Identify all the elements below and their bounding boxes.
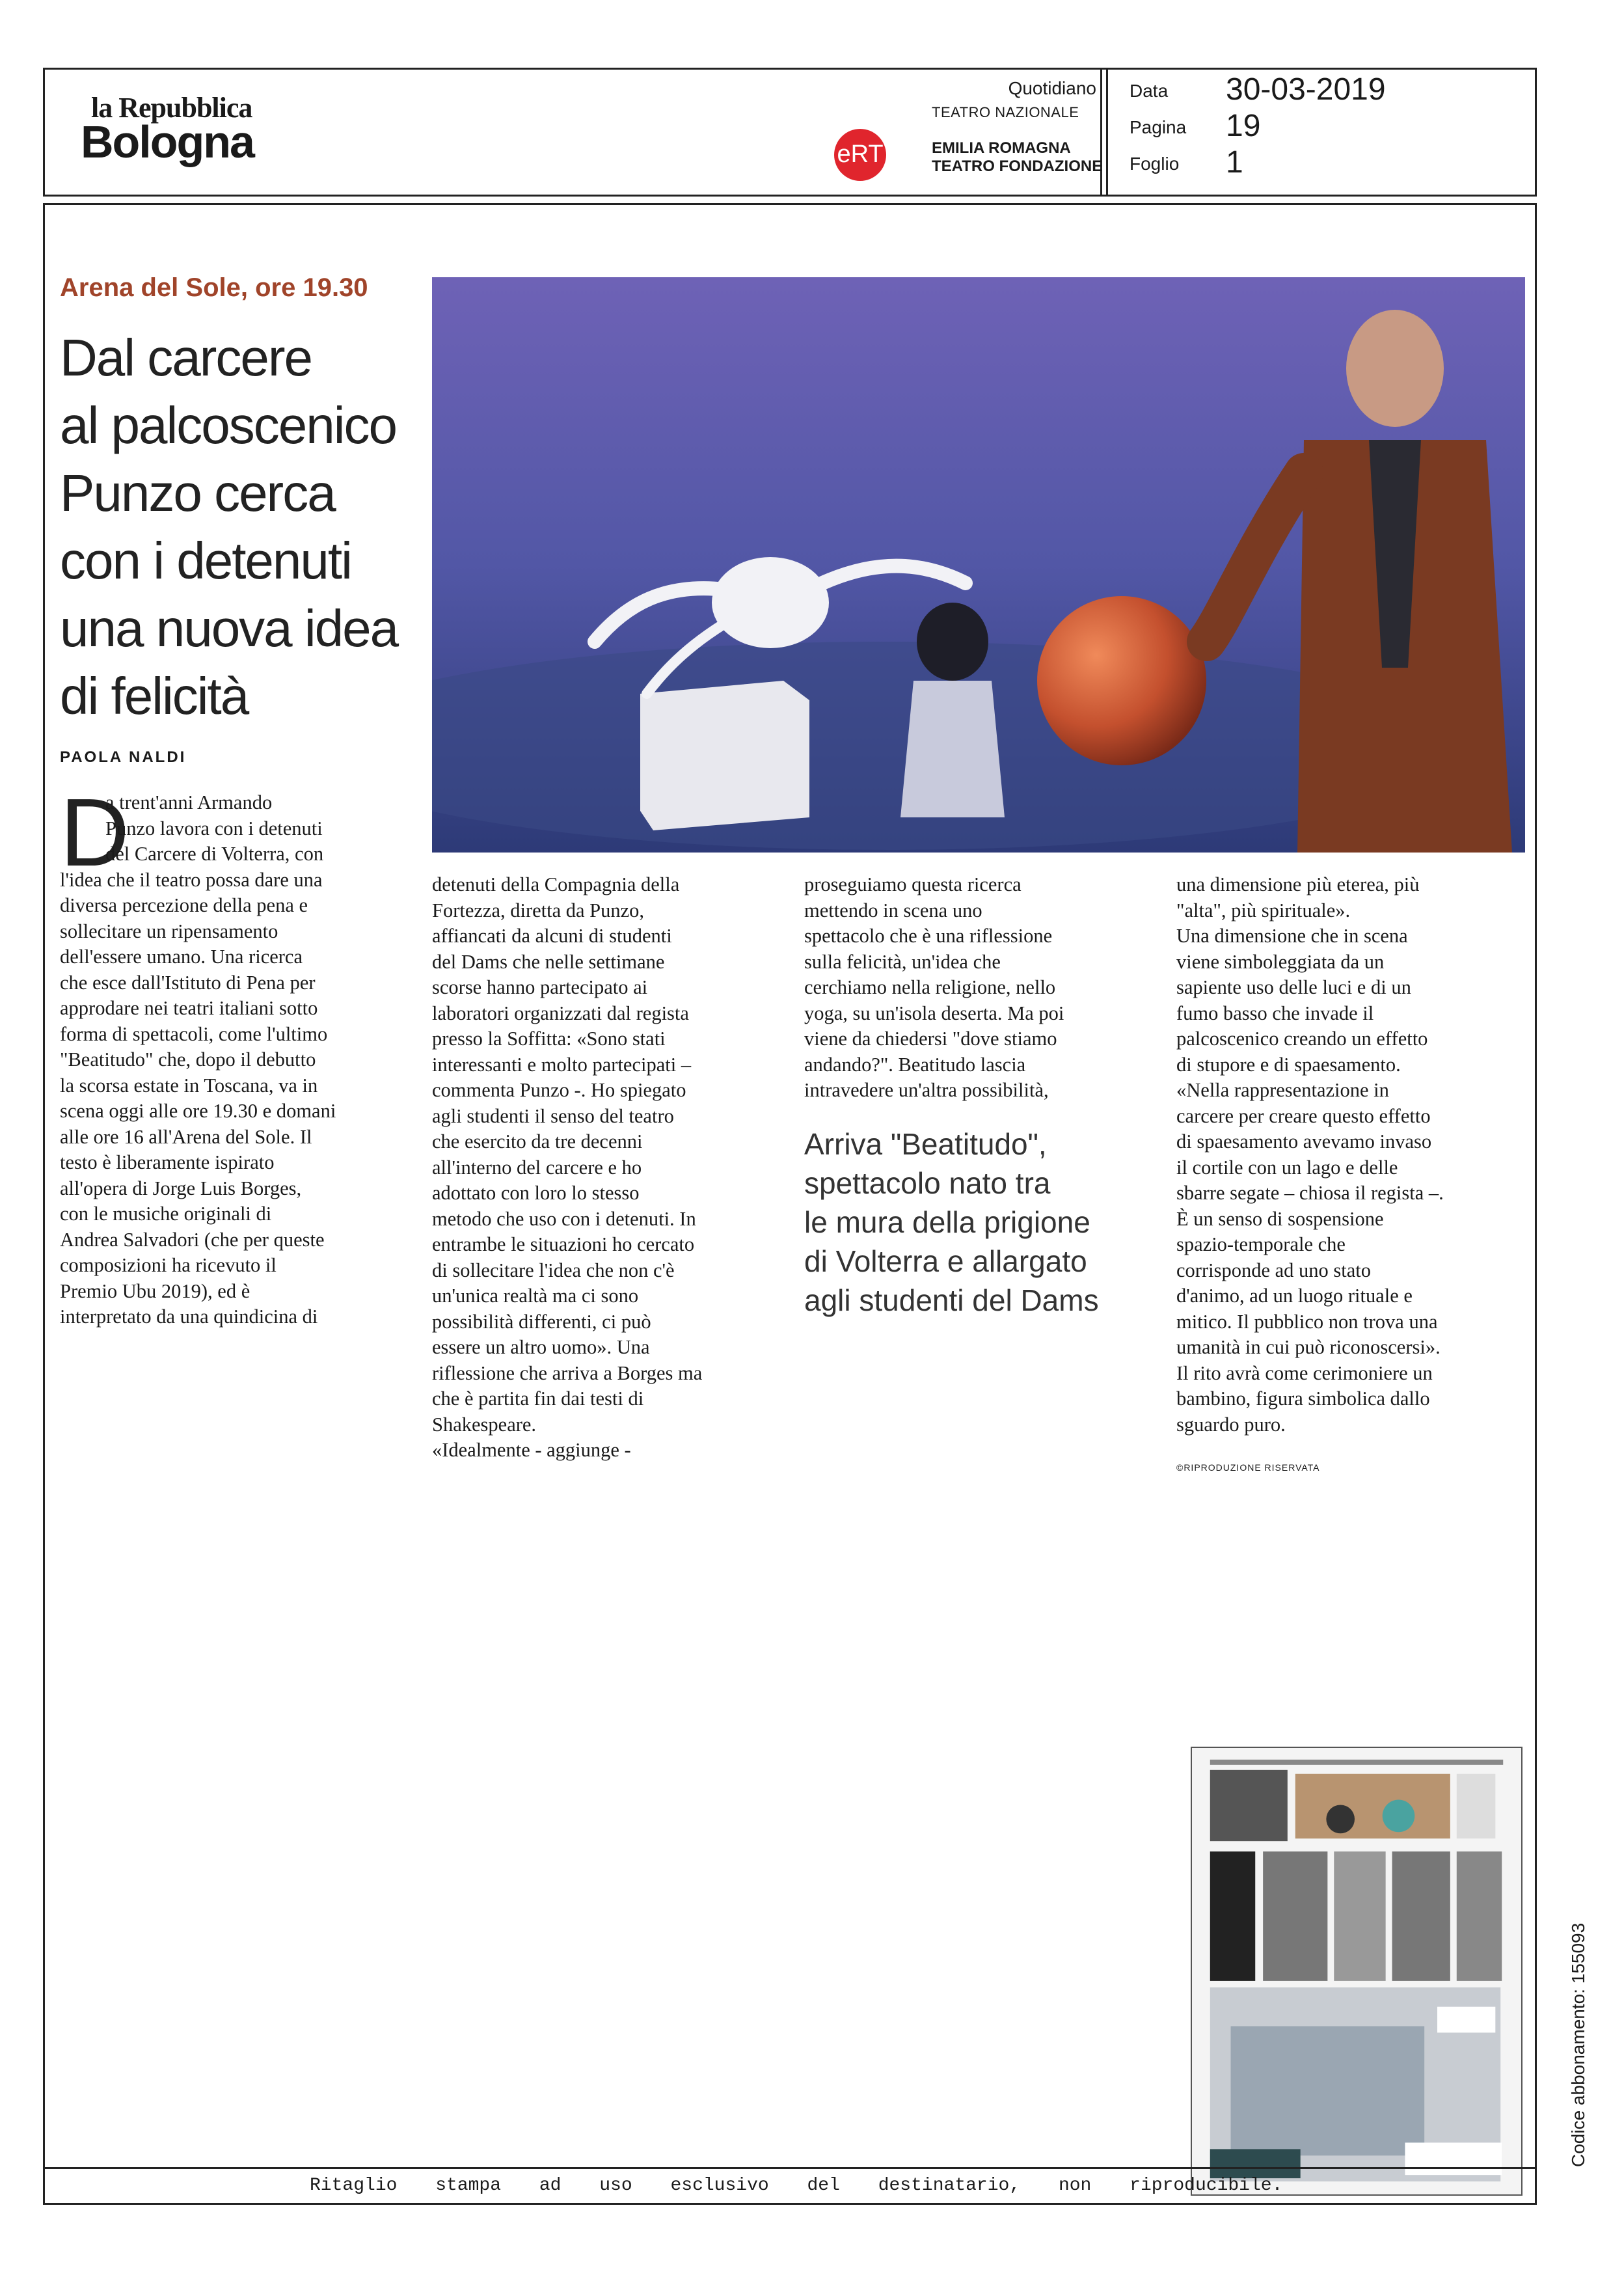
text-line: entrambe le situazioni ho cercato: [432, 1233, 695, 1255]
text-line: a trent'anni Armando: [105, 791, 273, 813]
text-line: Andrea Salvadori (che per queste: [60, 1228, 325, 1251]
text-line: testo è liberamente ispirato: [60, 1151, 275, 1173]
text-line: sapiente uso delle luci e di un: [1176, 976, 1411, 998]
text-line: forma di spettacoli, come l'ultimo: [60, 1022, 328, 1045]
article-pullquote: [804, 1125, 1099, 1320]
text-line: essere un altro uomo». Una: [432, 1336, 650, 1358]
headline-line: al palcoscenico: [60, 396, 396, 454]
text-line: possibilità differenti, ci può: [432, 1310, 651, 1333]
text-line: dell'essere umano. Una ricerca: [60, 946, 303, 968]
text-line: metodo che uso con i detenuti. In: [432, 1207, 696, 1230]
text-line: "Beatitudo" che, dopo il debutto: [60, 1048, 316, 1071]
text-line: l'idea che il teatro possa dare una: [60, 868, 323, 891]
article-column-2: [432, 872, 702, 1464]
text-line: «Idealmente - aggiunge -: [432, 1439, 631, 1461]
text-line: fumo basso che invade il: [1176, 1002, 1374, 1024]
text-line: Il rito avrà come cerimoniere un: [1176, 1361, 1433, 1384]
text-line: cerchiamo nella religione, nello: [804, 976, 1056, 998]
text-line: adottato con loro lo stesso: [432, 1182, 640, 1204]
text-line: Una dimensione che in scena: [1176, 925, 1408, 947]
pullquote-line: Arriva "Beatitudo",: [804, 1127, 1047, 1161]
text-line: viene simboleggiata da un: [1176, 950, 1385, 973]
text-line: scorse hanno partecipato ai: [432, 976, 648, 998]
text-line: spettacolo che è una riflessione: [804, 925, 1053, 947]
text-line: yoga, su un'isola deserta. Ma poi: [804, 1002, 1064, 1024]
text-line: viene da chiedersi "dove stiamo: [804, 1028, 1057, 1050]
text-line: all'interno del carcere e ho: [432, 1156, 642, 1179]
text-line: spazio-temporale che: [1176, 1233, 1346, 1255]
text-line: la scorsa estate in Toscana, va in: [60, 1074, 318, 1097]
text-line: interpretato da una quindicina di: [60, 1305, 318, 1328]
text-line: del Carcere di Volterra, con: [105, 843, 324, 865]
text-line: Punzo lavora con i detenuti: [105, 817, 323, 839]
foglio-value: 1: [1226, 145, 1243, 180]
pagina-value: 19: [1226, 109, 1261, 143]
text-line: che esercito da tre decenni: [432, 1130, 643, 1153]
text-line: una dimensione più eterea, più: [1176, 873, 1420, 895]
text-line: Premio Ubu 2019), ed è: [60, 1279, 250, 1302]
article-column-4: [1176, 872, 1444, 1438]
text-line: umanità in cui può riconoscersi».: [1176, 1336, 1441, 1358]
text-line: alle ore 16 all'Arena del Sole. Il: [60, 1125, 312, 1148]
text-line: carcere per creare questo effetto: [1176, 1104, 1431, 1127]
text-line: che esce dall'Istituto di Pena per: [60, 971, 316, 994]
text-line: il cortile con un lago e delle: [1176, 1156, 1398, 1179]
text-line: scena oggi alle ore 19.30 e domani: [60, 1100, 336, 1122]
text-line: laboratori organizzati dal regista: [432, 1002, 689, 1024]
text-line: con le musiche originali di: [60, 1203, 272, 1225]
quotidiano-label: Quotidiano: [1008, 78, 1096, 98]
headline-line: con i detenuti: [60, 532, 351, 590]
pullquote-line: le mura della prigione: [804, 1205, 1090, 1239]
text-line: d'animo, ad un luogo rituale e: [1176, 1285, 1413, 1307]
text-line: mitico. Il pubblico non trova una: [1176, 1310, 1438, 1333]
text-line: riflessione che arriva a Borges ma: [432, 1361, 703, 1384]
text-line: intravedere un'altra possibilità,: [804, 1079, 1049, 1101]
text-line: di stupore e di spaesamento.: [1176, 1053, 1401, 1076]
foglio-label: Foglio: [1130, 154, 1180, 174]
pullquote-line: spettacolo nato tra: [804, 1166, 1051, 1200]
text-line: del Dams che nelle settimane: [432, 950, 665, 973]
text-line: approdare nei teatri italiani sotto: [60, 997, 318, 1019]
pagina-label: Pagina: [1130, 117, 1187, 137]
article-kicker: Arena del Sole, ore 19.30: [60, 273, 368, 302]
text-line: agli studenti il senso del teatro: [432, 1104, 674, 1127]
newspaper-logo-top: la Repubblica: [91, 92, 252, 124]
text-line: mettendo in scena uno: [804, 899, 982, 921]
data-label: Data: [1130, 81, 1169, 101]
data-value: 30-03-2019: [1226, 72, 1386, 107]
headline-line: Dal carcere: [60, 329, 312, 387]
headline-line: di felicità: [60, 667, 249, 725]
text-line: di spaesamento avevamo invaso: [1176, 1130, 1432, 1153]
pullquote-line: di Volterra e allargato: [804, 1244, 1087, 1278]
text-line: di sollecitare l'idea che non c'è: [432, 1259, 675, 1281]
footer-notice: Ritaglio stampa ad uso esclusivo del destinatario, non riproducibile.: [310, 2176, 1283, 2196]
text-line: presso la Soffitta: «Sono stati: [432, 1028, 666, 1050]
text-line: detenuti della Compagnia della: [432, 873, 680, 895]
ert-name-line2: TEATRO FONDAZIONE: [932, 157, 1103, 175]
text-line: bambino, figura simbolica dallo: [1176, 1387, 1430, 1410]
ert-logo-text: eRT: [837, 141, 884, 168]
text-line: interessanti e molto partecipati –: [432, 1053, 692, 1076]
text-line: un'unica realtà ma ci sono: [432, 1285, 639, 1307]
article-column-3: [804, 872, 1064, 1104]
article-column-1-top: [105, 790, 323, 841]
text-line: affiancati da alcuni di studenti: [432, 925, 672, 947]
newspaper-logo-bottom: Bologna: [81, 116, 254, 167]
text-line: Shakespeare.: [432, 1413, 537, 1436]
text-line: sulla felicità, un'idea che: [804, 950, 1001, 973]
text-line: palcoscenico creando un effetto: [1176, 1028, 1428, 1050]
headline-line: una nuova idea: [60, 599, 398, 657]
text-line: proseguiamo questa ricerca: [804, 873, 1022, 895]
pullquote-line: agli studenti del Dams: [804, 1283, 1099, 1317]
text-line: sguardo puro.: [1176, 1413, 1286, 1436]
text-line: sbarre segate – chiosa il regista –.: [1176, 1182, 1444, 1204]
text-line: «Nella rappresentazione in: [1176, 1079, 1389, 1101]
text-line: corrisponde ad uno stato: [1176, 1259, 1371, 1281]
text-line: composizioni ha ricevuto il: [60, 1254, 277, 1276]
text-line: Fortezza, diretta da Punzo,: [432, 899, 645, 921]
reproduction-notice: ©RIPRODUZIONE RISERVATA: [1176, 1462, 1320, 1473]
subscription-code: Codice abbonamento: 155093: [1568, 1922, 1588, 2167]
ert-name-line1: EMILIA ROMAGNA: [932, 139, 1071, 157]
text-line: commenta Punzo -. Ho spiegato: [432, 1079, 686, 1101]
stage-photo: [432, 277, 1525, 853]
text-line: È un senso di sospensione: [1176, 1207, 1384, 1230]
article-column-1: [60, 841, 336, 1330]
headline-line: Punzo cerca: [60, 464, 335, 522]
text-line: "alta", più spirituale».: [1176, 899, 1351, 921]
article-headline: [60, 324, 424, 730]
text-line: sollecitare un ripensamento: [60, 920, 278, 942]
text-line: che è partita fin dai testi di: [432, 1387, 644, 1410]
text-line: andando?". Beatitudo lascia: [804, 1053, 1026, 1076]
page-thumbnail: [1191, 1747, 1522, 2196]
text-line: all'opera di Jorge Luis Borges,: [60, 1177, 302, 1199]
header-divider: [1106, 68, 1110, 197]
text-line: diversa percezione della pena e: [60, 894, 308, 916]
article-dropcap: D: [60, 779, 129, 886]
teatro-nazionale-label: TEATRO NAZIONALE: [932, 104, 1079, 120]
article-byline: PAOLA NALDI: [60, 748, 187, 766]
